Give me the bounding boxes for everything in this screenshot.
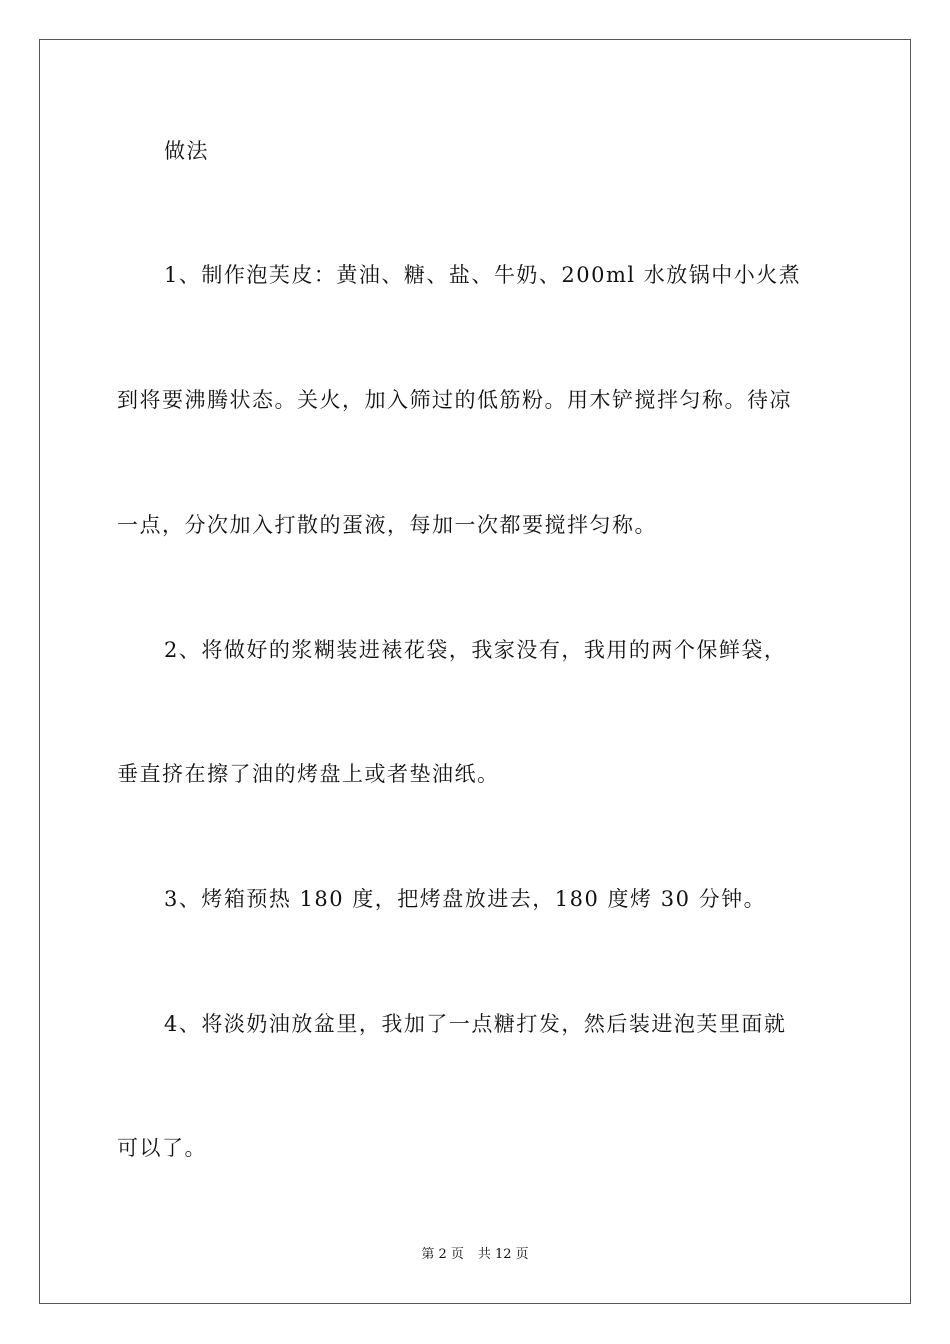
paragraph-1-line-1: 1、制作泡芙皮：黄油、糖、盐、牛奶、200ml 水放锅中小火煮 — [164, 263, 802, 287]
section-heading: 做法 — [164, 139, 209, 163]
paragraph-3-line-1: 3、烤箱预热 180 度，把烤盘放进去，180 度烤 30 分钟。 — [164, 887, 767, 911]
paragraph-4-line-2: 可以了。 — [117, 1136, 207, 1160]
paragraph-4-line-1: 4、将淡奶油放盆里，我加了一点糖打发，然后装进泡芙里面就 — [164, 1012, 787, 1036]
paragraph-2-line-2: 垂直挤在擦了油的烤盘上或者垫油纸。 — [117, 762, 500, 786]
page-number: 第 2 页 — [421, 1247, 464, 1262]
paragraph-2-line-1: 2、将做好的浆糊装进裱花袋，我家没有，我用的两个保鲜袋， — [164, 638, 787, 662]
paragraph-1-line-3: 一点，分次加入打散的蛋液，每加一次都要搅拌匀称。 — [117, 513, 657, 537]
page-total: 共 12 页 — [477, 1247, 529, 1262]
page-footer — [0, 1245, 950, 1265]
page-border — [39, 39, 911, 1304]
paragraph-1-line-2: 到将要沸腾状态。关火，加入筛过的低筋粉。用木铲搅拌匀称。待凉 — [117, 388, 792, 412]
